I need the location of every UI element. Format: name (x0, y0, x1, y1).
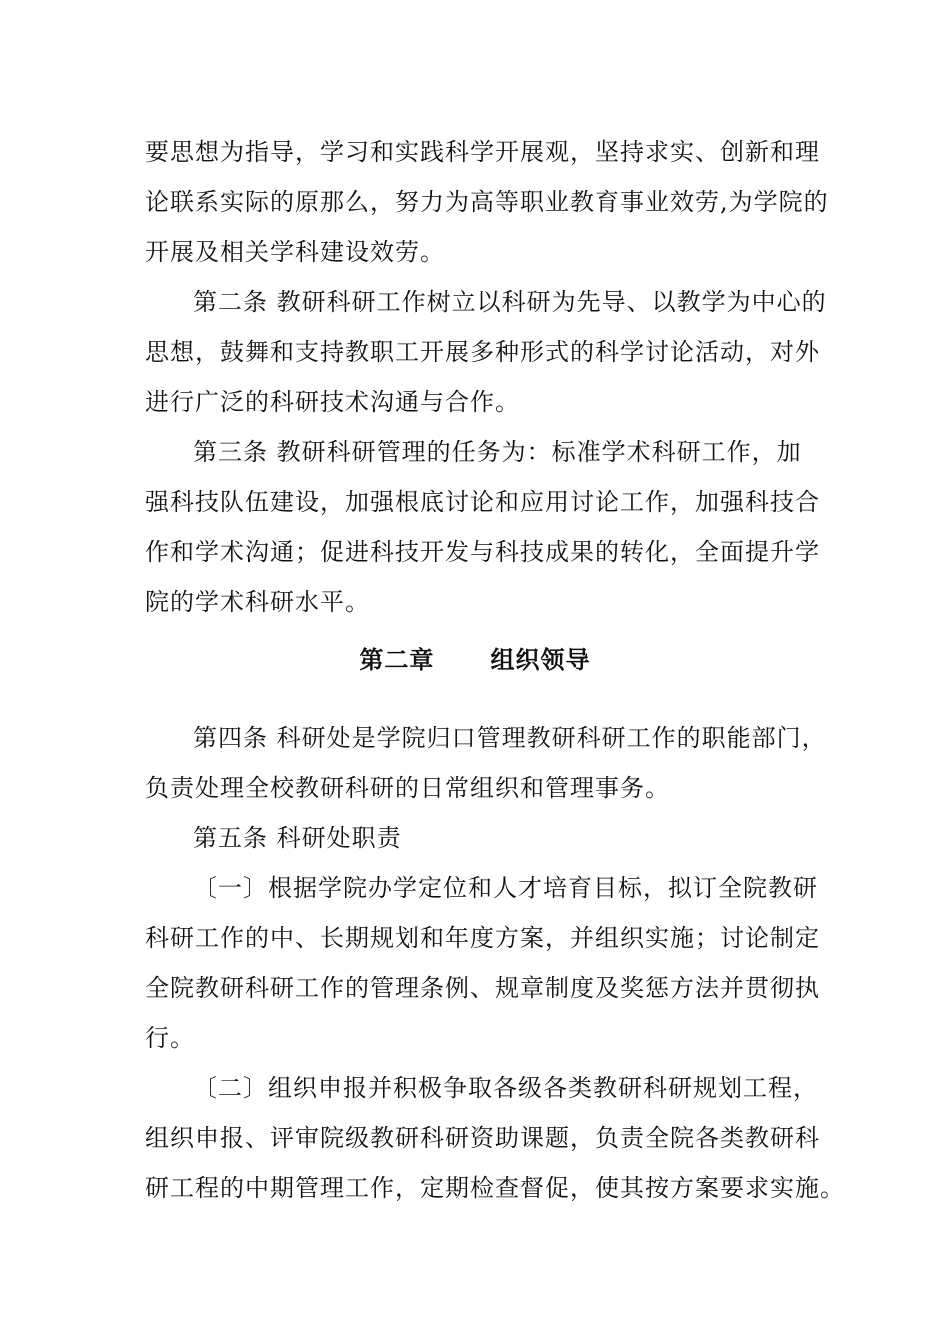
body-line: 论联系实际的原那么，努力为高等职业教育事业效劳,为学院的 (145, 188, 829, 216)
article-5-line: 第五条 科研处职责 (193, 824, 402, 852)
body-line: 科研工作的中、长期规划和年度方案，并组织实施；讨论制定 (145, 924, 820, 952)
body-line: 院的学术科研水平。 (145, 588, 370, 616)
body-line: 要思想为指导，学习和实践科学开展观，坚持求实、创新和理 (145, 138, 820, 166)
body-line: 进行广泛的科研技术沟通与合作。 (145, 388, 520, 416)
body-line: 思想，鼓舞和支持教职工开展多种形式的科学讨论活动，对外 (145, 338, 820, 366)
body-line: 研工程的中期管理工作，定期检查督促，使其按方案要求实施。 (145, 1174, 845, 1202)
body-line: 行。 (145, 1024, 195, 1052)
body-line: 负责处理全校教研科研的日常组织和管理事务。 (145, 774, 670, 802)
article-3-line: 第三条 教研科研管理的任务为：标准学术科研工作，加 (193, 438, 802, 466)
body-line: 全院教研科研工作的管理条例、规章制度及奖惩方法并贯彻执 (145, 974, 820, 1002)
body-line: 作和学术沟通；促进科技开发与科技成果的转化，全面提升学 (145, 538, 820, 566)
chapter-heading: 第二章 组织领导 (359, 645, 591, 674)
body-line: 组织申报、评审院级教研科研资助课题，负责全院各类教研科 (145, 1124, 820, 1152)
article-2-line: 第二条 教研科研工作树立以科研为先导、以教学为中心的 (193, 288, 827, 316)
body-line: 强科技队伍建设，加强根底讨论和应用讨论工作，加强科技合 (145, 488, 820, 516)
clause-2-line: 〔二〕组织申报并积极争取各级各类教研科研规划工程， (193, 1074, 818, 1102)
article-4-line: 第四条 科研处是学院归口管理教研科研工作的职能部门， (193, 724, 827, 752)
clause-1-line: 〔一〕根据学院办学定位和人才培育目标，拟订全院教研 (193, 874, 818, 902)
body-line: 开展及相关学科建设效劳。 (145, 238, 445, 266)
